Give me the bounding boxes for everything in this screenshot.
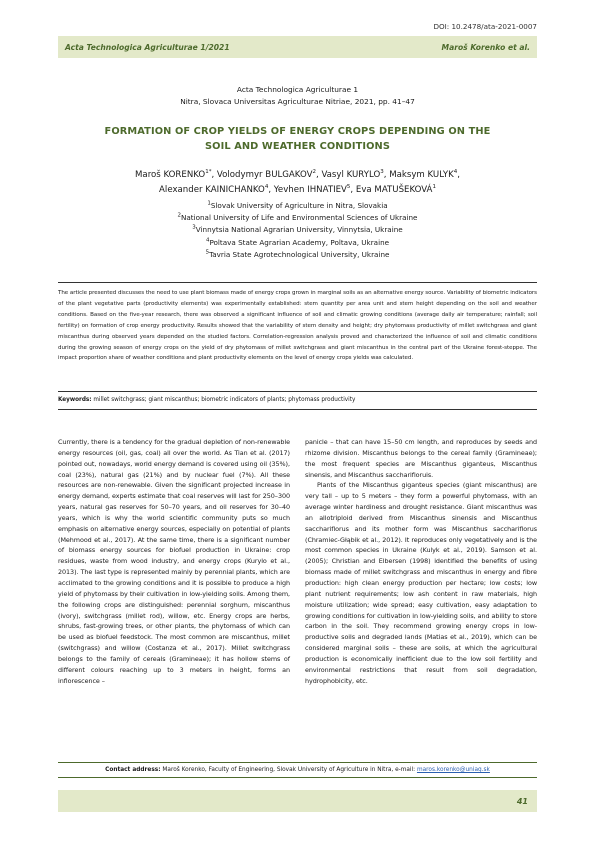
body-paragraph: panicle – that can have 15–50 cm length, and reproduces by seeds and rhizome division. Miscanthus belongs to the cereal family (Gramineae); the most frequent species are Miscanthus giganteus, Miscanthus sinensis, and Miscanthus saccharifloruis. xyxy=(305,438,537,479)
journal-info-line: Nitra, Slovaca Universitas Agriculturae Nitriae, 2021, pp. 41–47 xyxy=(180,97,415,106)
author-name: Volodymyr BULGAKOV xyxy=(216,170,313,180)
contact-text: Maroš Korenko, Faculty of Engineering, Slovak University of Agriculture in Nitra, e-mail: xyxy=(162,767,416,773)
author xyxy=(321,170,389,180)
affiliation-text: Vinnytsia National Agrarian University, Vinnytsia, Ukraine xyxy=(195,225,403,235)
keywords-label: Keywords: xyxy=(58,397,92,403)
author-sup: 1* xyxy=(205,169,212,176)
contact-address xyxy=(58,762,537,778)
body-column-left xyxy=(58,437,290,686)
author-list xyxy=(70,168,525,198)
keywords-rule xyxy=(58,409,537,410)
affiliation-text: National University of Life and Environmental Sciences of Ukraine xyxy=(181,213,418,223)
contact-email-link[interactable]: maros.korenko@uniag.sk xyxy=(416,767,490,773)
keywords-text: millet switchgrass; giant miscanthus; biometric indicators of plants; phytomass productivity xyxy=(93,397,356,403)
author-name: Eva MATUŠEKOVÁ xyxy=(355,185,433,195)
affiliation xyxy=(0,237,595,249)
affiliation xyxy=(0,249,595,261)
affiliation-text: Tavria State Agrotechnological University, Ukraine xyxy=(209,249,390,259)
contact-label: Contact address: xyxy=(105,767,161,773)
author-separator: , xyxy=(315,170,322,180)
affiliation-sup: 1 xyxy=(207,200,211,207)
affiliation xyxy=(0,200,595,212)
journal-info-line: Acta Technologica Agriculturae 1 xyxy=(236,85,359,94)
page-number: 41 xyxy=(516,796,528,806)
author xyxy=(356,185,436,195)
author-sup: 4 xyxy=(264,184,269,191)
affiliation-list xyxy=(0,200,595,261)
abstract-top-rule xyxy=(58,282,537,283)
author-name: Maksym KULYK xyxy=(389,170,454,180)
affiliation xyxy=(0,212,595,224)
author xyxy=(217,170,322,180)
affiliation-sup: 2 xyxy=(177,212,181,219)
affiliation-text: Poltava State Agrarian Academy, Poltava, Ukraine xyxy=(209,237,390,247)
affiliation-text: Slovak University of Agriculture in Nitra, Slovakia xyxy=(210,201,388,210)
author xyxy=(389,170,460,180)
author-name: Vasyl KURYLO xyxy=(321,170,381,180)
body-paragraph: Currently, there is a tendency for the gradual depletion of non-renewable energy resources (oil, gas, coal) all over the world. As Tian et al. (2017) pointed out, nowadays, world energy demand is covered using oil (35%), coal (23%), natural gas (21%) and by nuclear fuel (7%). All these resources are non-renewable. Given the significant projected increase in energy demand, experts estimate that coal reserves will last for 250–300 years, natural gas reserves for 50–70 years, and oil reserves for 30–40 years, which is why the world scientific community puts so much emphasis on alternative energy sources, especially on potential of plants (Mehmood et al., 2017). At the same time, there is a significant number of biomass energy sources for biofuel production in Ukraine: crop residues, waste from wood industry, and energy crops (Kurylo et al., 2013). The last type is represented mainly by perennial plants, which are acclimated to the growing conditions and it is possible to produce a high yield of phytomass by their cultivation in low-yielding soils. Among them, the following crops are distinguished: perennial sorghum, miscanthus (ivory), switchgrass (millet rod), willow, etc. Energy crops are herbs, shrubs, fast-growing trees, or other plants, the phytomass of which can be used as biofuel feedstock. The most common are miscanthus, millet (switchgrass) and willow (Costanza et al., 2017). Millet switchgrass belongs to the family of cereals (Gramineae); it has hollow stems of different colours reaching up to 3 meters in height, forms an inflorescence – xyxy=(58,438,290,685)
author-name: Alexander KAINICHANKO xyxy=(159,185,265,195)
keywords xyxy=(58,395,537,405)
author-separator: , xyxy=(383,170,390,180)
author-sup: 3 xyxy=(380,169,384,176)
body-column-right xyxy=(305,437,537,686)
affiliation-sup: 3 xyxy=(192,225,196,232)
page-footer xyxy=(58,790,537,812)
journal-name: Acta Technologica Agriculturae 1/2021 xyxy=(65,42,230,52)
author-separator: , xyxy=(350,185,356,195)
affiliation-sup: 5 xyxy=(205,249,210,256)
author xyxy=(274,185,356,195)
affiliation-sup: 4 xyxy=(205,237,210,244)
affiliation xyxy=(0,224,595,236)
author-sup: 5 xyxy=(346,184,351,191)
author-sup: 4 xyxy=(453,169,458,176)
author-sup: 1 xyxy=(432,184,436,191)
running-author: Maroš Korenko et al. xyxy=(441,42,530,52)
body-paragraph: Plants of the Miscanthus giganteus species (giant miscanthus) are very tall – up to 5 meters – they form a powerful phytomass, with an average winter hardiness and drought resistance. Giant miscanthus was an allotriploid derived from Miscanthus sinensis and Miscanthus sacchariflorus and its mother form was Miscanthus sacchariflorus (Chramiec-Głąbik et al., 2012). It reproduces only vegetatively and is the most common species in Ukraine (Kulyk et al., 2019). Samson et al. (2005); Christian and Elbersen (1998) identified the benefits of using biomass made of millet switchgrass and miscanthus in energy and fibre production: high clean energy production per hectare; low costs; low plant nutrient requirements; low ash content in raw materials, high moisture utilization; wide spread; easy cultivation, easy adaptation to growing conditions for cultivation in low-yielding soils, and ability to store carbon in the soil. They recommend growing energy crops in low-productive soils and degraded lands (Matias et al., 2019), which can be considered marginal soils – these are soils, at which the agricultural production is economically inefficient due to the low soil fertility and environmental restrictions that result from soil degradation, hydrophobicity, etc. xyxy=(305,481,537,685)
author xyxy=(159,185,274,195)
journal-info xyxy=(0,84,595,108)
abstract-bottom-rule xyxy=(58,391,537,392)
running-header xyxy=(58,36,537,58)
author-sup: 2 xyxy=(312,169,316,176)
author xyxy=(135,170,217,180)
abstract: The article presented discusses the need to use plant biomass made of energy crops grown in marginal soils as an alternative energy source. Variability of biometric indicators of the plant vegetative parts (productivity elements) was experimentally established: stem quantity per area unit and stem height depending on the soil and weather conditions. Based on the five-year research, there was observed a significant influence of soil and climatic growing conditions (average daily air temperature; rainfall; soil fertility) on formation of crop energy productivity. Results showed that the variability of stem density and height; dry phytomass productivity of millet switchgrass and giant miscanthus during observed years depended on the studied factors. Correlation-regression analysis proved and characterized the influence of soil and climatic conditions during the growing season of energy crops on the yield of dry phytomass of millet switchgrass and giant miscanthus in the central part of the Ukraine forest-steppe. The impact proportion share of weather conditions and plant productivity elements on the level of energy crops yields was calculated. xyxy=(58,290,537,362)
author-separator: , xyxy=(211,170,217,180)
author-name: Maroš KORENKO xyxy=(135,170,206,180)
article-title: FORMATION OF CROP YIELDS OF ENERGY CROPS DEPENDING ON THE SOIL AND WEATHER CONDITIONS xyxy=(104,126,491,152)
author-separator: , xyxy=(268,185,274,195)
author-separator: , xyxy=(457,170,460,180)
author-name: Yevhen IHNATIEV xyxy=(273,185,347,195)
doi-label: DOI: 10.2478/ata-2021-0007 xyxy=(433,22,537,31)
